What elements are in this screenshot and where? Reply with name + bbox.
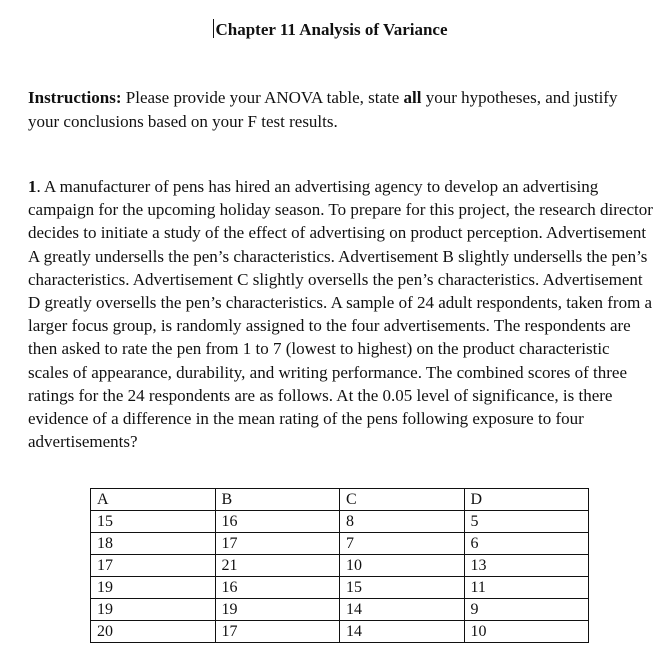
table-cell: 18	[91, 533, 216, 555]
table-header-row	[91, 489, 589, 511]
table-cell: 11	[464, 577, 589, 599]
table-row	[91, 599, 589, 621]
chapter-title-text: Chapter 11 Analysis of Variance	[215, 20, 448, 39]
table-cell: 13	[464, 555, 589, 577]
table-cell: 17	[91, 555, 216, 577]
table-cell: 6	[464, 533, 589, 555]
instructions-label: Instructions:	[28, 88, 122, 107]
table-cell: 15	[91, 511, 216, 533]
table-cell: 9	[464, 599, 589, 621]
table-cell: 19	[215, 599, 340, 621]
table-row	[91, 555, 589, 577]
table-cell: 7	[340, 533, 465, 555]
header-c: C	[340, 489, 465, 511]
problem-paragraph	[28, 175, 653, 453]
table-cell: 16	[215, 511, 340, 533]
table-cell: 20	[91, 621, 216, 643]
table-cell: 14	[340, 621, 465, 643]
table-cell: 19	[91, 577, 216, 599]
table-cell: 17	[215, 533, 340, 555]
chapter-title	[0, 18, 661, 42]
instructions-text-2: your hypotheses, and justify your conclusions based on your F test results.	[28, 88, 618, 131]
table-cell: 5	[464, 511, 589, 533]
ratings-table	[90, 488, 589, 643]
table-row	[91, 533, 589, 555]
table-cell: 10	[464, 621, 589, 643]
header-d: D	[464, 489, 589, 511]
table-cell: 21	[215, 555, 340, 577]
table-cell: 10	[340, 555, 465, 577]
instructions-text-1: Please provide your ANOVA table, state	[121, 88, 404, 107]
table-cell: 8	[340, 511, 465, 533]
header-a: A	[91, 489, 216, 511]
header-b: B	[215, 489, 340, 511]
table-cell: 16	[215, 577, 340, 599]
table-row	[91, 621, 589, 643]
table-cell: 19	[91, 599, 216, 621]
table-cell: 15	[340, 577, 465, 599]
instructions-paragraph	[28, 86, 648, 134]
table-row	[91, 577, 589, 599]
problem-number: 1	[28, 177, 37, 196]
table-cell: 17	[215, 621, 340, 643]
instructions-bold-word: all	[403, 88, 422, 107]
problem-text: . A manufacturer of pens has hired an advertising agency to develop an advertising campaign for the upcoming holiday season. To prepare for this project, the research director decides to initiate a study of the effect of advertising on product perception. Advertisement A greatly undersells the pen’s characteristics. Advertisement B slightly undersells the pen’s characteristics. Advertisement C slightly oversells the pen’s characteristics. Advertisement D greatly oversells the pen’s characteristics. A sample of 24 adult respondents, taken from a larger focus group, is randomly assigned to the four advertisements. The respondents are then asked to rate the pen from 1 to 7 (lowest to highest) on the product characteristic scales of appearance, durability, and writing performance. The combined scores of three ratings for the 24 respondents are as follows. At the 0.05 level of significance, is there evidence of a difference in the mean rating of the pens following exposure to four advertisements?	[28, 177, 653, 452]
table-cell: 14	[340, 599, 465, 621]
table-row	[91, 511, 589, 533]
